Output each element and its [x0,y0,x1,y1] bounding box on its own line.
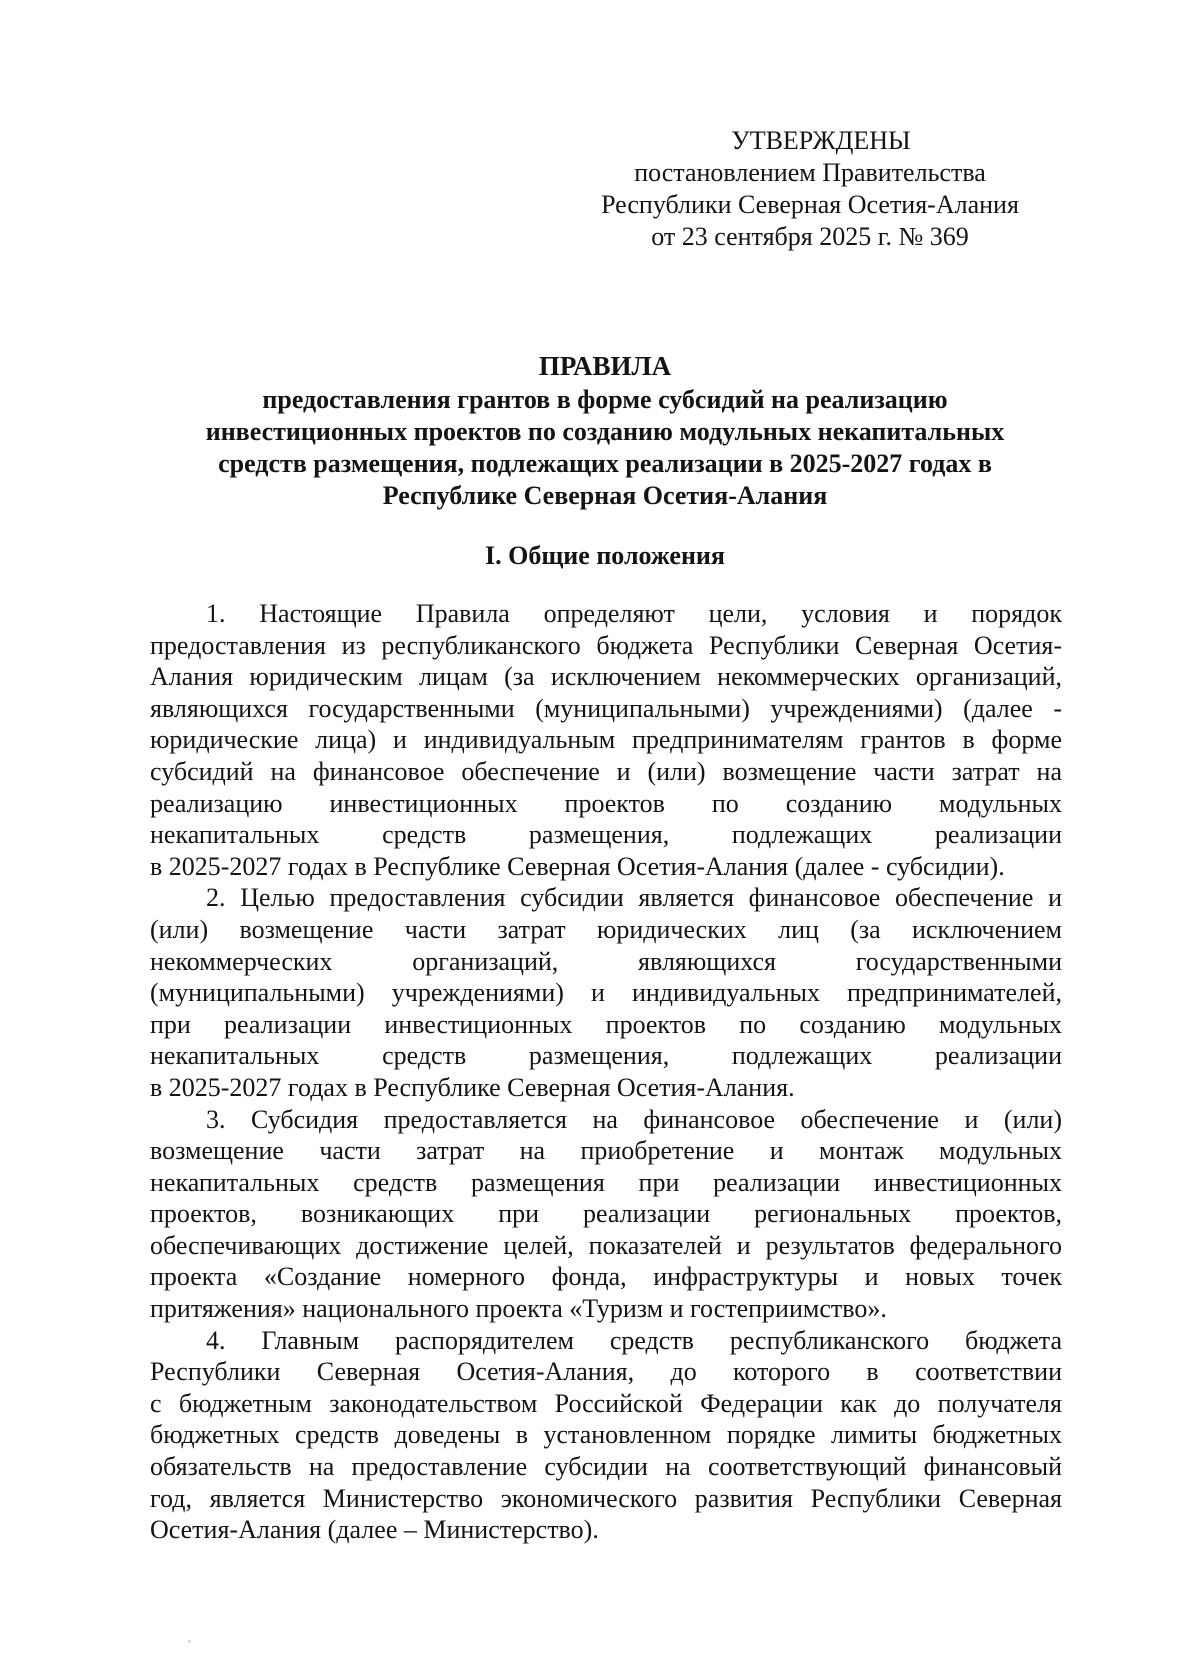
paragraph-line: год, является Министерство экономического развития Республики Северная [150,1483,1062,1513]
paragraph-line: обеспечивающих достижение целей, показателей и результатов федерального [150,1230,1062,1260]
paragraph-line: проектов, возникающих при реализации региональных проектов, [150,1199,1062,1229]
document-title [150,350,1060,512]
title-line: средств размещения, подлежащих реализации в 2025-2027 годах в [218,449,992,478]
paragraph-line: предоставления из республиканского бюджета Республики Северная Осетия- [150,630,1062,660]
scan-speck [188,1640,191,1643]
paragraph-line: некапитальных средств размещения при реализации инвестиционных [150,1167,1062,1197]
title-line: Республике Северная Осетия-Алания [382,481,828,510]
title-line: предоставления грантов в форме субсидий на реализацию [262,385,948,414]
paragraph-line: с бюджетным законодательством Российской Федерации как до получателя [150,1388,1062,1418]
paragraph-line: 1. Настоящие Правила определяют цели, условия и порядок [206,599,1062,628]
approval-line-1: постановлением Правительства [634,158,986,187]
paragraph-line: 4. Главным распорядителем средств республиканского бюджета [206,1325,1062,1355]
paragraph-3 [150,1104,1062,1325]
paragraph-line: (муниципальными) учреждениями) и индивидуальных предпринимателей, [150,978,1062,1008]
paragraph-line: в 2025-2027 годах в Республике Северная Осетия-Алания (далее - субсидии). [150,851,1005,881]
paragraph-line: проекта «Создание номерного фонда, инфраструктуры и новых точек [150,1262,1062,1292]
paragraph-line: 2. Целью предоставления субсидии является финансовое обеспечение и [206,883,1062,913]
paragraph-line: некоммерческих организаций, являющихся государственными [150,946,1062,976]
paragraph-line: (или) возмещение части затрат юридических лиц (за исключением [150,914,1062,944]
paragraph-line: обязательств на предоставление субсидии на соответствующий финансовый [150,1452,1062,1482]
body-text [150,598,1062,1546]
title-heading: ПРАВИЛА [538,351,672,381]
paragraph-line: юридические лица) и индивидуальным предпринимателям грантов в форме [150,725,1062,755]
paragraph-line: Алания юридическим лицам (за исключением некоммерческих организаций, [150,662,1062,692]
paragraph-4 [150,1325,1062,1546]
paragraph-line: являющихся государственными (муниципальными) учреждениями) (далее - [150,693,1062,723]
paragraph-line: Республики Северная Осетия-Алания, до которого в соответствии [150,1357,1062,1387]
title-line: инвестиционных проектов по созданию модульных некапитальных [205,417,1005,446]
paragraph-line: в 2025-2027 годах в Республике Северная Осетия-Алания. [150,1072,795,1102]
paragraph-line: некапитальных средств размещения, подлежащих реализации [150,1041,1062,1071]
paragraph-2 [150,882,1062,1103]
approval-word: УТВЕРЖДЕНЫ [731,126,911,155]
paragraph-line: некапитальных средств размещения, подлежащих реализации [150,820,1062,850]
approval-line-2: Республики Северная Осетия-Алания [601,190,1019,219]
section-heading: I. Общие положения [485,541,725,570]
paragraph-line: субсидий на финансовое обеспечение и (или) возмещение части затрат на [150,756,1062,786]
approval-stamp [560,125,1060,253]
paragraph-line: возмещение части затрат на приобретение и монтаж модульных [150,1136,1062,1166]
paragraph-line: Осетия-Алания (далее – Министерство). [150,1515,599,1545]
paragraph-line: притяжения» национального проекта «Туризм и гостеприимство». [150,1294,887,1324]
paragraph-line: при реализации инвестиционных проектов по созданию модульных [150,1009,1062,1039]
paragraph-1 [150,598,1062,882]
paragraph-line: бюджетных средств доведены в установленном порядке лимиты бюджетных [150,1420,1062,1450]
paragraph-line: реализацию инвестиционных проектов по созданию модульных [150,788,1062,818]
approval-line-3: от 23 сентября 2025 г. № 369 [651,222,969,251]
paragraph-line: 3. Субсидия предоставляется на финансовое обеспечение и (или) [206,1104,1062,1134]
